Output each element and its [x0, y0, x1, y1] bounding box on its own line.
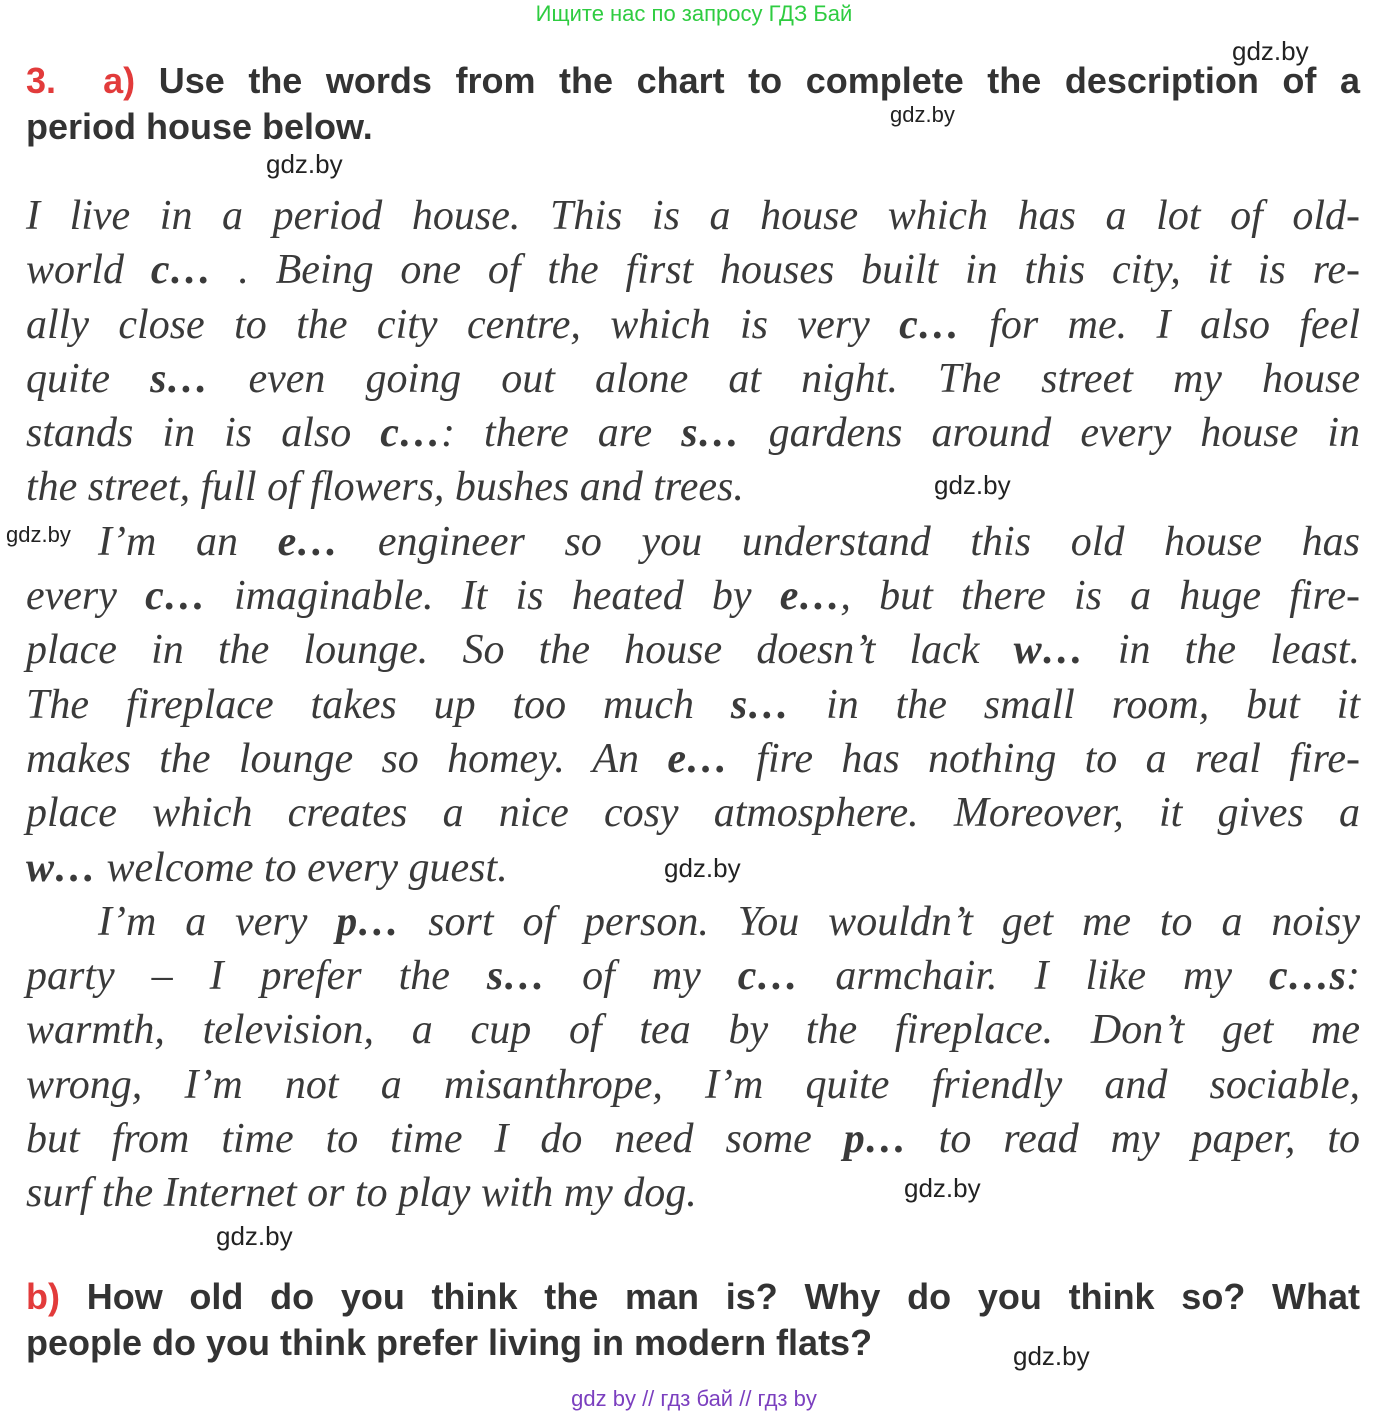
- passage-line: world c… . Being one of the first houses built in this city, it is re-: [26, 247, 1361, 294]
- watermark: gdz.by: [904, 1173, 981, 1203]
- gap-hint: c…: [145, 573, 206, 620]
- passage-line: place which creates a nice cosy atmosphere. Moreover, it gives a: [26, 790, 1360, 837]
- passage-line: ally close to the city centre, which is very c… for me. I also feel: [26, 301, 1360, 348]
- passage-line: makes the lounge so homey. An e… fire has nothing to a real fire-: [26, 735, 1361, 782]
- passage-line: warmth, television, a cup of tea by the fireplace. Don’t get me: [26, 1007, 1360, 1054]
- gap-hint: w…: [1013, 627, 1084, 674]
- passage-line: the street, full of flowers, bushes and trees.: [26, 464, 744, 511]
- watermark: gdz.by: [6, 522, 71, 547]
- watermark: gdz.by: [890, 102, 955, 127]
- passage-line: party – I prefer the s… of my c… armchair. I like my c…s:: [26, 953, 1360, 1000]
- task-a-heading: [26, 58, 1360, 150]
- gap-hint: e…: [667, 735, 729, 782]
- gap-hint: p…: [336, 898, 400, 945]
- gap-hint: c…: [737, 953, 799, 1000]
- passage-line: every c… imaginable. It is heated by e…, but there is a huge fire-: [26, 573, 1360, 620]
- gap-hint: s…: [486, 953, 546, 1000]
- gap-hint: p…: [843, 1116, 907, 1163]
- watermark: gdz.by: [1013, 1341, 1090, 1371]
- top-banner: Ищите нас по запросу ГДЗ Бай: [535, 1, 853, 26]
- passage-text: [26, 189, 1360, 1221]
- passage-line: The fireplace takes up too much s… in the small room, but it: [26, 681, 1360, 728]
- passage-line: stands in is also c…: there are s… gardens around every house in: [26, 410, 1361, 457]
- passage-line: wrong, I’m not a misanthrope, I’m quite friendly and sociable,: [26, 1061, 1360, 1108]
- gap-hint: s…: [730, 681, 790, 728]
- gap-hint: e…: [779, 573, 841, 620]
- task-b-letter: b): [26, 1276, 60, 1317]
- passage-line: quite s… even going out alone at night. The street my house: [26, 355, 1360, 402]
- gap-hint: s…: [150, 355, 209, 402]
- task-b-heading: [26, 1274, 1360, 1366]
- watermark: gdz.by: [266, 149, 343, 179]
- passage-line: I’m an e… engineer so you understand this old house has: [98, 518, 1360, 565]
- watermark: gdz.by: [664, 853, 741, 883]
- task-a-text-line2: period house below.: [26, 106, 373, 147]
- passage-line: surf the Internet or to play with my dog.: [26, 1170, 697, 1217]
- task-number: 3.: [26, 60, 57, 101]
- passage-line: I’m a very p… sort of person. You wouldn’t get me to a noisy: [98, 898, 1360, 945]
- task-a-text-line1: Use the words from the chart to complete the description of a: [158, 60, 1360, 101]
- gap-hint: c…: [380, 410, 441, 457]
- watermark: gdz.by: [934, 470, 1011, 500]
- gap-hint: c…: [899, 301, 960, 348]
- passage-line: but from time to time I do need some p… to read my paper, to: [26, 1116, 1360, 1163]
- passage-line: w… welcome to every guest.: [26, 844, 508, 891]
- task-a-letter: a): [103, 60, 136, 101]
- watermark: gdz.by: [216, 1221, 293, 1251]
- passage-line: I live in a period house. This is a house which has a lot of old-: [26, 193, 1360, 239]
- gap-hint: c…s: [1268, 953, 1346, 1000]
- footer-links: gdz by // гдз бай // гдз by: [571, 1386, 817, 1411]
- gap-hint: c…: [150, 247, 212, 294]
- task-b-text-line2: people do you think prefer living in modern flats?: [26, 1322, 873, 1363]
- gap-hint: e…: [277, 518, 339, 565]
- task-b-text-line1: How old do you think the man is? Why do you think so? What: [86, 1276, 1361, 1317]
- gap-hint: s…: [681, 410, 740, 457]
- passage-line: place in the lounge. So the house doesn’t lack w… in the least.: [26, 627, 1360, 674]
- gap-hint: w…: [26, 844, 97, 891]
- watermark: gdz.by: [1232, 36, 1309, 66]
